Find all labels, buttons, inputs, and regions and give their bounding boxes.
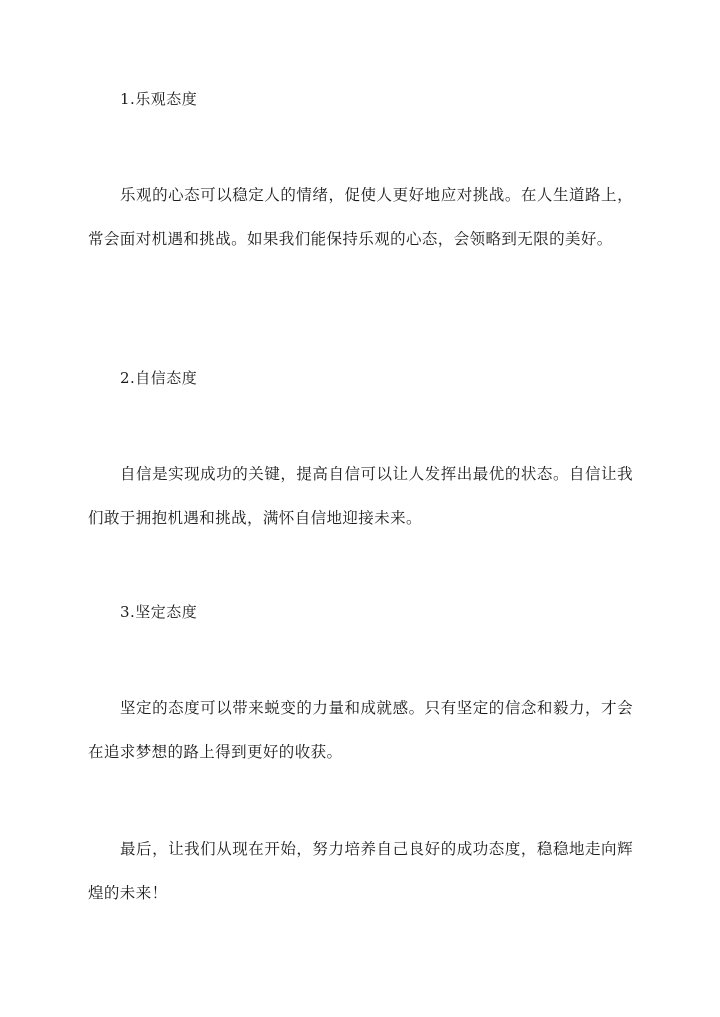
section-heading-confidence: 2.自信态度 <box>120 369 198 387</box>
section-paragraph-optimism: 乐观的心态可以稳定人的情绪，促使人更好地应对挑战。在人生道路上，常会面对机遇和挑战。如果我们能保持乐观的心态，会领略到无限的美好。 <box>88 186 633 248</box>
section-paragraph-confidence: 自信是实现成功的关键，提高自信可以让人发挥出最优的状态。自信让我们敢于拥抱机遇和挑战，满怀自信地迎接未来。 <box>88 465 633 527</box>
section-heading-optimism: 1.乐观态度 <box>120 90 198 108</box>
section-heading-determination: 3.坚定态度 <box>120 603 198 621</box>
section-paragraph-determination: 坚定的态度可以带来蜕变的力量和成就感。只有坚定的信念和毅力，才会在追求梦想的路上得到更好的收获。 <box>88 699 633 761</box>
closing-paragraph: 最后，让我们从现在开始，努力培养自己良好的成功态度，稳稳地走向辉煌的未来！ <box>88 840 633 902</box>
